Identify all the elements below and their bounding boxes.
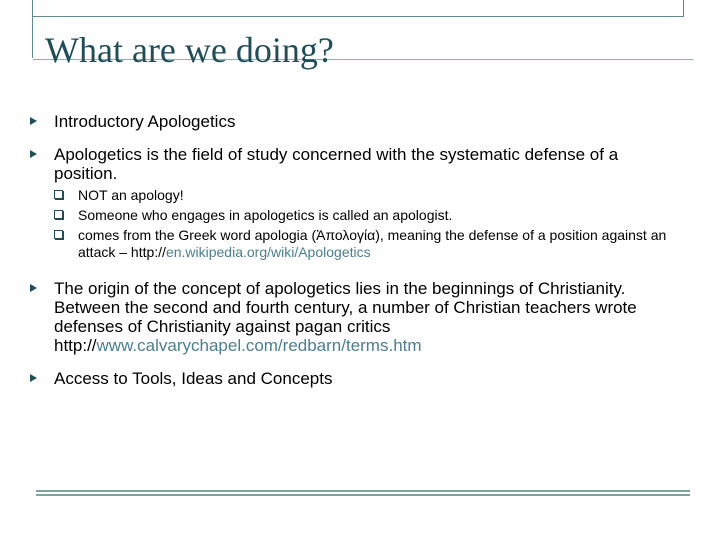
sub-bullet-item xyxy=(54,227,685,261)
slide-title: What are we doing? xyxy=(45,30,334,70)
sub-bullet-list xyxy=(54,187,685,261)
bullet-arrow-icon xyxy=(30,284,37,292)
bullet-arrow-icon xyxy=(30,117,37,125)
bullet-square-icon xyxy=(54,190,63,199)
decorative-rule xyxy=(33,16,683,17)
footer-rule xyxy=(36,490,690,492)
bullet-item xyxy=(30,369,685,388)
bullet-square-icon xyxy=(54,210,63,219)
bullet-list xyxy=(30,112,685,402)
bullet-item xyxy=(30,145,685,261)
sub-bullet-item xyxy=(54,187,685,204)
bullet-item xyxy=(30,279,685,355)
bullet-text: Introductory Apologetics xyxy=(54,112,236,131)
bullet-arrow-icon xyxy=(30,374,37,382)
decorative-rule xyxy=(32,0,33,58)
bullet-arrow-icon xyxy=(30,150,37,158)
bullet-item xyxy=(30,112,685,131)
sub-bullet-text: comes from the Greek word apologia (Ἀπολογία), meaning the defense of a position against an attack – http:// xyxy=(78,227,667,260)
wikipedia-link[interactable]: en.wikipedia.org/wiki/Apologetics xyxy=(165,244,371,260)
bullet-text: The origin of the concept of apologetics lies in the beginnings of Christianity. Between the second and fourth century, a number of Christian teachers wrote defenses of Christianity against pagan critics http:// xyxy=(54,279,637,355)
sub-bullet-text: NOT an apology! xyxy=(78,187,184,203)
sub-bullet-text: Someone who engages in apologetics is called an apologist. xyxy=(78,207,453,223)
calvarychapel-link[interactable]: www.calvarychapel.com/redbarn/terms.htm xyxy=(96,336,422,355)
bullet-square-icon xyxy=(54,230,63,239)
decorative-rule xyxy=(683,0,684,17)
bullet-text: Access to Tools, Ideas and Concepts xyxy=(54,369,333,388)
sub-bullet-item xyxy=(54,207,685,224)
bullet-text: Apologetics is the field of study concerned with the systematic defense of a position. xyxy=(54,145,619,183)
footer-rule xyxy=(36,494,690,496)
